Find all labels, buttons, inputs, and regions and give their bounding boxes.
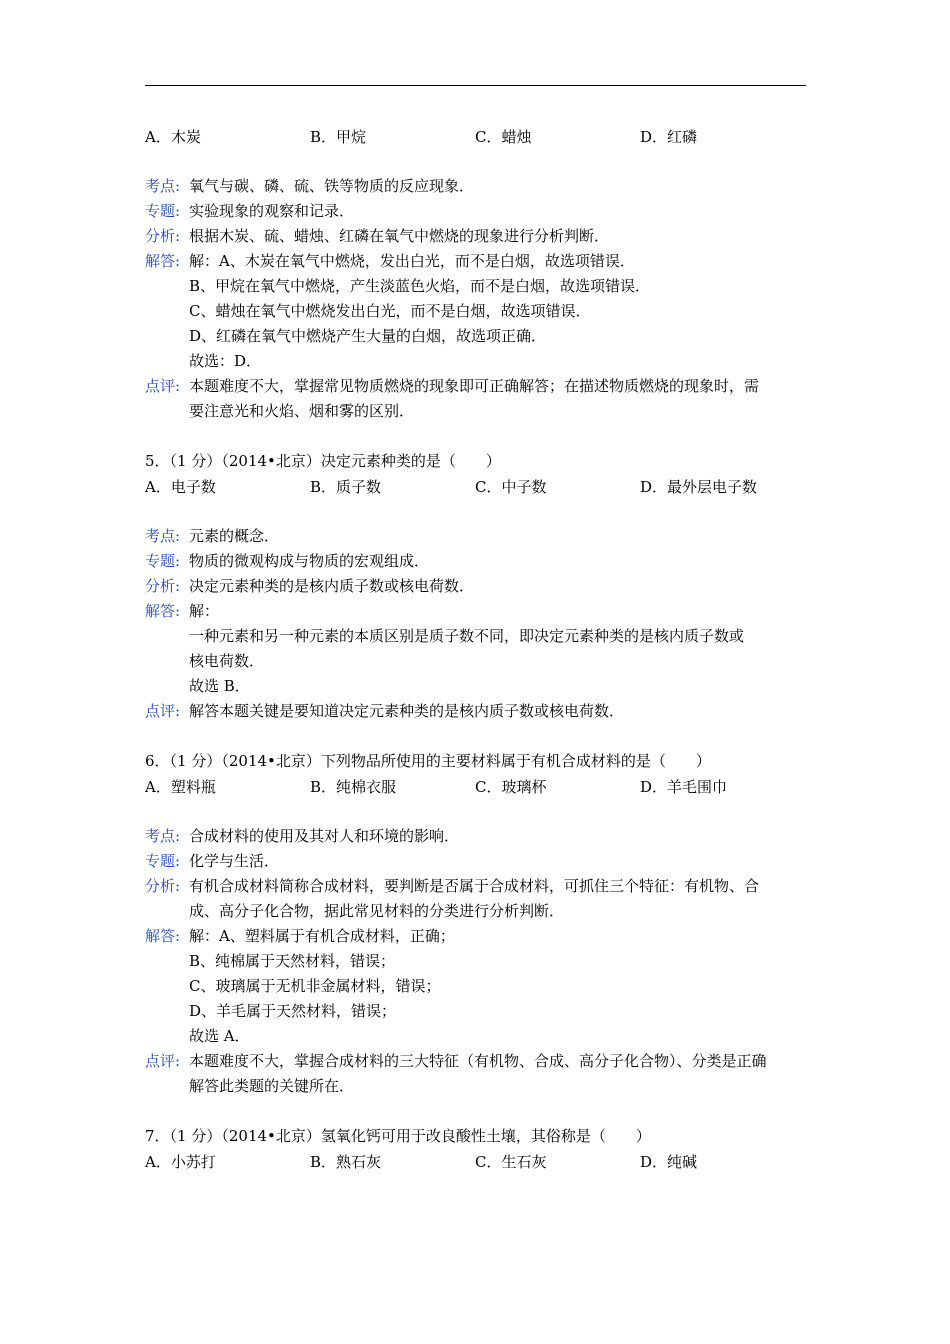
fenxi-text: 决定元素种类的是核内质子数或核电荷数．: [189, 577, 475, 595]
jieda-line: B、甲烷在氧气中燃烧，产生淡蓝色火焰，而不是白烟，故选项错误．: [189, 277, 651, 295]
q5-analysis: [145, 524, 806, 724]
jieda-line: 解：: [189, 602, 220, 620]
q6-analysis: [145, 824, 806, 1099]
fenxi-label: 分析:: [145, 877, 181, 895]
kaodian-text: 合成材料的使用及其对人和环境的影响．: [189, 827, 460, 845]
kaodian-text: 氧气与碳、磷、硫、铁等物质的反应现象．: [189, 177, 475, 195]
zhuanti-label: 专题:: [145, 552, 181, 570]
kaodian-label: 考点:: [145, 827, 181, 845]
q5-stem: 5．（1 分）（2014•北京）决定元素种类的是（ ）: [145, 452, 501, 470]
jieda-line: C、蜡烛在氧气中燃烧发出白光，而不是白烟，故选项错误．: [189, 302, 591, 320]
dianping-line: 本题难度不大，掌握常见物质燃烧的现象即可正确解答；在描述物质燃烧的现象时，需: [189, 377, 760, 395]
fenxi-line: 成、高分子化合物，据此常见材料的分类进行分析判断．: [189, 902, 565, 920]
q4-option-a: A．木炭: [145, 128, 201, 146]
q4-analysis: [145, 174, 806, 424]
jieda-line: C、玻璃属于无机非金属材料，错误；: [189, 977, 441, 995]
kaodian-label: 考点:: [145, 527, 181, 545]
jieda-line: 故选：D．: [189, 352, 262, 370]
kaodian-label: 考点:: [145, 177, 181, 195]
dianping-label: 点评:: [145, 1052, 181, 1070]
q5-option-b: B．质子数: [310, 478, 382, 496]
dianping-label: 点评:: [145, 377, 181, 395]
jieda-line: D、红磷在氧气中燃烧产生大量的白烟，故选项正确．: [189, 327, 547, 345]
q7-option-c: C．生石灰: [475, 1153, 547, 1171]
jieda-line: 解：A、塑料属于有机合成材料，正确；: [189, 927, 455, 945]
fenxi-text: 根据木炭、硫、蜡烛、红磷在氧气中燃烧的现象进行分析判断．: [189, 227, 610, 245]
jieda-line: 故选 A．: [189, 1027, 250, 1045]
fenxi-line: 有机合成材料简称合成材料，要判断是否属于合成材料，可抓住三个特征：有机物、合: [189, 877, 760, 895]
fenxi-label: 分析:: [145, 227, 181, 245]
zhuanti-label: 专题:: [145, 202, 181, 220]
q7-stem: 7．（1 分）（2014•北京）氢氧化钙可用于改良酸性土壤，其俗称是（ ）: [145, 1127, 651, 1145]
q4-option-d: D．红磷: [640, 128, 698, 146]
q5-options: [145, 477, 806, 497]
jieda-line: 解：A、木炭在氧气中燃烧，发出白光，而不是白烟，故选项错误．: [189, 252, 635, 270]
q5-option-a: A．电子数: [145, 478, 216, 496]
fenxi-label: 分析:: [145, 577, 181, 595]
jieda-line: 故选 B．: [189, 677, 250, 695]
q7-option-a: A．小苏打: [145, 1153, 216, 1171]
jieda-line: 核电荷数．: [189, 652, 265, 670]
q6-option-d: D．羊毛围巾: [640, 778, 728, 796]
jieda-label: 解答:: [145, 252, 181, 270]
zhuanti-text: 实验现象的观察和记录．: [189, 202, 355, 220]
zhuanti-text: 物质的微观构成与物质的宏观组成．: [189, 552, 430, 570]
q7-option-b: B．熟石灰: [310, 1153, 382, 1171]
q6-options: [145, 777, 806, 797]
dianping-line: 解答本题关键是要知道决定元素种类的是核内质子数或核电荷数．: [189, 702, 625, 720]
jieda-label: 解答:: [145, 602, 181, 620]
q4-option-c: C．蜡烛: [475, 128, 532, 146]
zhuanti-label: 专题:: [145, 852, 181, 870]
zhuanti-text: 化学与生活．: [189, 852, 280, 870]
q5-option-c: C．中子数: [475, 478, 547, 496]
q7-option-d: D．纯碱: [640, 1153, 698, 1171]
q5-option-d: D．最外层电子数: [640, 478, 758, 496]
jieda-line: B、纯棉属于天然材料，错误；: [189, 952, 396, 970]
jieda-label: 解答:: [145, 927, 181, 945]
kaodian-text: 元素的概念．: [189, 527, 280, 545]
header-rule: [145, 85, 806, 86]
q7-options: [145, 1152, 806, 1172]
dianping-label: 点评:: [145, 702, 181, 720]
q6-option-b: B．纯棉衣服: [310, 778, 397, 796]
q6-option-c: C．玻璃杯: [475, 778, 547, 796]
jieda-line: 一种元素和另一种元素的本质区别是质子数不同，即决定元素种类的是核内质子数或: [189, 627, 745, 645]
jieda-line: D、羊毛属于天然材料，错误；: [189, 1002, 397, 1020]
dianping-line: 要注意光和火焰、烟和雾的区别．: [189, 402, 415, 420]
q4-option-b: B．甲烷: [310, 128, 367, 146]
q6-stem: 6．（1 分）（2014•北京）下列物品所使用的主要材料属于有机合成材料的是（ ）: [145, 752, 711, 770]
dianping-line: 解答此类题的关键所在．: [189, 1077, 355, 1095]
dianping-line: 本题难度不大，掌握合成材料的三大特征（有机物、合成、高分子化合物）、分类是正确: [189, 1052, 767, 1070]
q4-options: [145, 127, 806, 147]
q6-option-a: A．塑料瓶: [145, 778, 216, 796]
